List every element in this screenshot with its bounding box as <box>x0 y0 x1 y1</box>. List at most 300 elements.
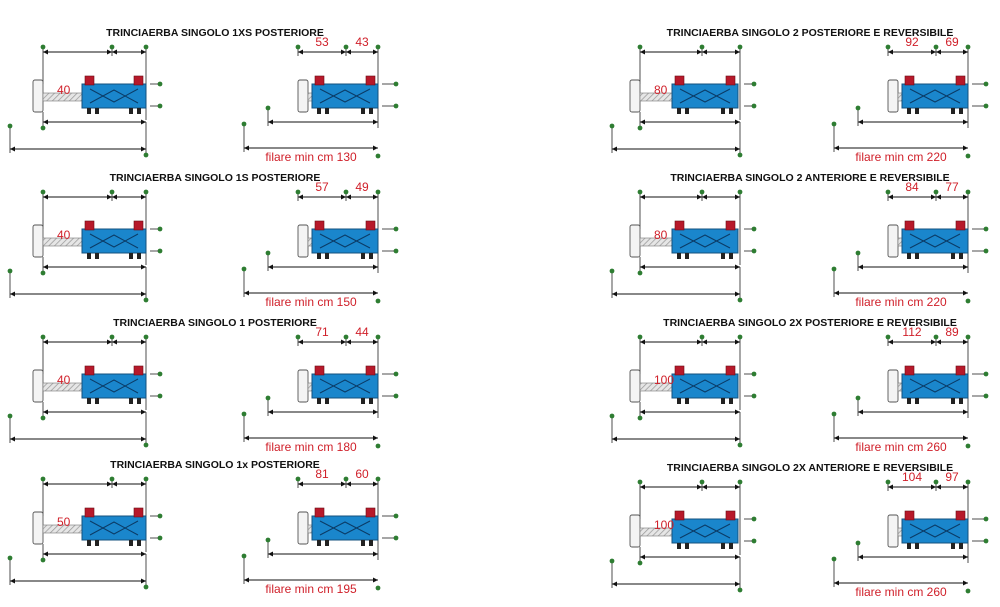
dimension-arrowhead <box>346 340 351 345</box>
measure-point-dot <box>738 298 743 303</box>
mower-machine <box>888 76 968 114</box>
dimension-arrowhead <box>888 485 893 490</box>
measure-point-dot <box>41 271 46 276</box>
dimension-arrowhead <box>107 50 112 55</box>
measure-point-dot <box>856 541 861 546</box>
measure-point-dot <box>966 444 971 449</box>
dimension-arrowhead <box>858 410 863 415</box>
dimension-arrowhead <box>43 195 48 200</box>
offset-label: 80 <box>654 228 668 242</box>
left-dimension-label: 92 <box>905 35 919 49</box>
hydraulic-cylinder-icon <box>956 366 965 375</box>
hydraulic-cylinder-icon <box>315 76 324 85</box>
mower-flap <box>298 370 308 402</box>
measure-point-dot <box>752 227 757 232</box>
measure-point-dot <box>966 480 971 485</box>
filare-min-label: filare min cm 130 <box>265 150 357 164</box>
measure-point-dot <box>266 396 271 401</box>
dimension-arrowhead <box>43 50 48 55</box>
diagram-title: TRINCIAERBA SINGOLO 2 ANTERIORE E REVERSIBILE <box>670 172 950 184</box>
measure-point-dot <box>242 122 247 127</box>
mower-flap <box>33 370 43 402</box>
dimension-arrowhead <box>858 555 863 560</box>
wheel-icon <box>907 543 911 549</box>
wheel-icon <box>325 540 329 546</box>
measure-point-dot <box>41 190 46 195</box>
measure-point-dot <box>376 45 381 50</box>
measure-point-dot <box>144 190 149 195</box>
mower-machine <box>298 76 378 114</box>
measure-point-dot <box>110 190 115 195</box>
hydraulic-cylinder-icon <box>956 511 965 520</box>
measure-point-dot <box>738 153 743 158</box>
wheel-icon <box>685 253 689 259</box>
measure-point-dot <box>752 394 757 399</box>
mower-body <box>82 374 146 398</box>
hydraulic-cylinder-icon <box>85 508 94 517</box>
measure-point-dot <box>738 588 743 593</box>
wheel-icon <box>369 108 373 114</box>
measure-point-dot <box>984 394 989 399</box>
measure-point-dot <box>41 45 46 50</box>
dimension-arrowhead <box>141 265 146 270</box>
wheel-icon <box>959 253 963 259</box>
dimension-arrowhead <box>141 482 146 487</box>
mower-flap <box>298 80 308 112</box>
filare-min-label: filare min cm 260 <box>855 440 947 454</box>
hydraulic-cylinder-icon <box>366 366 375 375</box>
wheel-icon <box>677 543 681 549</box>
measure-point-dot <box>376 299 381 304</box>
mower-machine <box>33 508 146 546</box>
mower-machine <box>630 76 738 114</box>
hydraulic-cylinder-icon <box>675 221 684 230</box>
dimension-arrowhead <box>373 120 378 125</box>
diagram-panel <box>8 459 399 596</box>
mower-body <box>312 516 378 540</box>
measure-point-dot <box>394 536 399 541</box>
measure-point-dot <box>158 227 163 232</box>
measure-point-dot <box>638 45 643 50</box>
dimension-arrowhead <box>373 482 378 487</box>
dimension-arrowhead <box>43 120 48 125</box>
dimension-arrowhead <box>141 437 146 442</box>
dimension-arrowhead <box>735 120 740 125</box>
dimension-arrowhead <box>298 340 303 345</box>
dimension-arrowhead <box>697 195 702 200</box>
dimension-arrowhead <box>373 265 378 270</box>
dimension-arrowhead <box>141 410 146 415</box>
measure-point-dot <box>832 122 837 127</box>
left-dimension-label: 112 <box>902 325 922 339</box>
hydraulic-cylinder-icon <box>726 366 735 375</box>
hydraulic-cylinder-icon <box>134 221 143 230</box>
filare-min-label: filare min cm 220 <box>855 150 947 164</box>
measure-point-dot <box>638 126 643 131</box>
dimension-arrowhead <box>702 195 707 200</box>
offset-label: 50 <box>57 515 71 529</box>
dimension-arrowhead <box>373 578 378 583</box>
offset-label: 100 <box>654 373 675 387</box>
measure-point-dot <box>296 477 301 482</box>
measure-point-dot <box>752 104 757 109</box>
dimension-arrowhead <box>298 482 303 487</box>
measure-point-dot <box>984 372 989 377</box>
dimension-arrowhead <box>112 482 117 487</box>
measure-point-dot <box>376 335 381 340</box>
mower-body <box>902 229 968 253</box>
hydraulic-cylinder-icon <box>134 366 143 375</box>
dimension-arrowhead <box>112 195 117 200</box>
measure-point-dot <box>144 298 149 303</box>
measure-point-dot <box>8 269 13 274</box>
wheel-icon <box>959 543 963 549</box>
wheel-icon <box>361 253 365 259</box>
wheel-icon <box>317 108 321 114</box>
wheel-icon <box>325 253 329 259</box>
right-dimension-label: 43 <box>355 35 369 49</box>
wheel-icon <box>721 398 725 404</box>
measure-point-dot <box>738 190 743 195</box>
dimension-arrowhead <box>43 265 48 270</box>
dimension-arrowhead <box>640 555 645 560</box>
dimension-arrowhead <box>10 579 15 584</box>
dimension-arrowhead <box>268 410 273 415</box>
mower-flap <box>298 512 308 544</box>
dimension-arrowhead <box>341 482 346 487</box>
dimension-arrowhead <box>43 552 48 557</box>
measure-point-dot <box>966 154 971 159</box>
dimension-arrowhead <box>640 50 645 55</box>
measure-point-dot <box>376 154 381 159</box>
diagram-title: TRINCIAERBA SINGOLO 2X ANTERIORE E REVERSIBILE <box>666 462 954 474</box>
measure-point-dot <box>886 480 891 485</box>
mower-flap <box>630 80 640 112</box>
mower-shaft <box>898 93 902 101</box>
mower-body <box>82 229 146 253</box>
wheel-icon <box>951 108 955 114</box>
wheel-icon <box>721 543 725 549</box>
dimension-arrowhead <box>936 50 941 55</box>
dimension-arrowhead <box>640 195 645 200</box>
wheel-icon <box>129 398 133 404</box>
wheel-icon <box>685 543 689 549</box>
dimension-arrowhead <box>834 436 839 441</box>
dimension-arrowhead <box>141 50 146 55</box>
wheel-icon <box>951 543 955 549</box>
hydraulic-cylinder-icon <box>905 366 914 375</box>
dimension-arrowhead <box>43 482 48 487</box>
mower-flap <box>630 370 640 402</box>
measure-point-dot <box>610 124 615 129</box>
hydraulic-cylinder-icon <box>85 76 94 85</box>
filare-min-label: filare min cm 150 <box>265 295 357 309</box>
dimension-arrowhead <box>141 340 146 345</box>
measure-point-dot <box>158 249 163 254</box>
wheel-icon <box>915 253 919 259</box>
dimension-arrowhead <box>735 437 740 442</box>
dimension-arrowhead <box>373 552 378 557</box>
hydraulic-cylinder-icon <box>315 366 324 375</box>
wheel-icon <box>677 108 681 114</box>
measure-point-dot <box>700 190 705 195</box>
dimension-arrowhead <box>888 195 893 200</box>
wheel-icon <box>907 398 911 404</box>
dimension-arrowhead <box>931 485 936 490</box>
wheel-icon <box>369 253 373 259</box>
dimension-arrowhead <box>112 340 117 345</box>
wheel-icon <box>325 108 329 114</box>
dimension-arrowhead <box>244 436 249 441</box>
hydraulic-cylinder-icon <box>956 76 965 85</box>
hydraulic-cylinder-icon <box>134 508 143 517</box>
measure-point-dot <box>110 335 115 340</box>
dimension-arrowhead <box>963 436 968 441</box>
measure-point-dot <box>376 444 381 449</box>
dimension-arrowhead <box>244 291 249 296</box>
diagram-panel <box>8 172 399 309</box>
dimension-arrowhead <box>373 291 378 296</box>
measure-point-dot <box>738 443 743 448</box>
dimension-arrowhead <box>373 50 378 55</box>
measure-point-dot <box>832 267 837 272</box>
hydraulic-cylinder-icon <box>905 511 914 520</box>
wheel-icon <box>369 540 373 546</box>
dimension-arrowhead <box>244 146 249 151</box>
offset-label: 80 <box>654 83 668 97</box>
measure-point-dot <box>984 249 989 254</box>
measure-point-dot <box>296 190 301 195</box>
measure-point-dot <box>344 477 349 482</box>
measure-point-dot <box>296 335 301 340</box>
measure-point-dot <box>934 335 939 340</box>
measure-point-dot <box>738 480 743 485</box>
measure-point-dot <box>144 45 149 50</box>
mower-flap <box>298 225 308 257</box>
measure-point-dot <box>144 477 149 482</box>
mower-body <box>82 84 146 108</box>
diagram-panel <box>610 172 989 309</box>
dimension-arrowhead <box>373 195 378 200</box>
dimension-arrowhead <box>702 50 707 55</box>
measure-point-dot <box>394 249 399 254</box>
dimension-arrowhead <box>735 485 740 490</box>
hydraulic-cylinder-icon <box>134 76 143 85</box>
measure-point-dot <box>752 82 757 87</box>
mower-machine <box>630 366 738 404</box>
dimension-arrowhead <box>697 485 702 490</box>
measure-point-dot <box>886 335 891 340</box>
measure-point-dot <box>832 557 837 562</box>
dimension-arrowhead <box>10 437 15 442</box>
measure-point-dot <box>394 394 399 399</box>
dimension-arrowhead <box>963 146 968 151</box>
dimension-arrowhead <box>936 485 941 490</box>
measure-point-dot <box>638 271 643 276</box>
dimension-arrowhead <box>735 410 740 415</box>
mower-body <box>312 374 378 398</box>
wheel-icon <box>361 540 365 546</box>
measure-point-dot <box>344 335 349 340</box>
dimension-arrowhead <box>268 265 273 270</box>
wheel-icon <box>87 398 91 404</box>
measure-point-dot <box>41 558 46 563</box>
mower-machine <box>33 221 146 259</box>
wheel-icon <box>95 108 99 114</box>
dimension-arrowhead <box>612 147 617 152</box>
measure-point-dot <box>158 372 163 377</box>
hydraulic-cylinder-icon <box>85 221 94 230</box>
dimension-arrowhead <box>702 485 707 490</box>
measure-point-dot <box>966 299 971 304</box>
mower-shaft <box>898 238 902 246</box>
dimension-arrowhead <box>963 410 968 415</box>
dimension-arrowhead <box>244 578 249 583</box>
dimension-arrowhead <box>963 485 968 490</box>
measure-point-dot <box>394 227 399 232</box>
hydraulic-cylinder-icon <box>726 76 735 85</box>
wheel-icon <box>137 540 141 546</box>
wheel-icon <box>907 253 911 259</box>
dimension-arrowhead <box>735 555 740 560</box>
dimension-arrowhead <box>141 195 146 200</box>
mower-shaft <box>308 93 312 101</box>
filare-min-label: filare min cm 195 <box>265 582 357 596</box>
mower-machine <box>298 366 378 404</box>
measure-point-dot <box>934 190 939 195</box>
filare-min-label: filare min cm 260 <box>855 585 947 599</box>
wheel-icon <box>325 398 329 404</box>
wheel-icon <box>915 543 919 549</box>
measure-point-dot <box>110 45 115 50</box>
right-dimension-label: 77 <box>945 180 959 194</box>
dimension-arrowhead <box>107 482 112 487</box>
left-dimension-label: 53 <box>315 35 329 49</box>
mower-shaft <box>308 383 312 391</box>
diagram-title: TRINCIAERBA SINGOLO 1 POSTERIORE <box>113 317 317 329</box>
measure-point-dot <box>344 190 349 195</box>
measure-point-dot <box>610 269 615 274</box>
dimension-arrowhead <box>963 50 968 55</box>
mower-flap <box>630 515 640 547</box>
hydraulic-cylinder-icon <box>366 221 375 230</box>
measure-point-dot <box>752 517 757 522</box>
hydraulic-cylinder-icon <box>905 76 914 85</box>
dimension-arrowhead <box>697 340 702 345</box>
wheel-icon <box>317 540 321 546</box>
measure-point-dot <box>266 251 271 256</box>
wheel-icon <box>87 108 91 114</box>
wheel-icon <box>915 108 919 114</box>
measure-point-dot <box>610 414 615 419</box>
diagram-panel <box>610 317 989 454</box>
hydraulic-cylinder-icon <box>675 511 684 520</box>
mower-body <box>312 229 378 253</box>
right-dimension-label: 44 <box>355 325 369 339</box>
dimension-arrowhead <box>735 265 740 270</box>
dimension-arrowhead <box>931 340 936 345</box>
measure-point-dot <box>638 190 643 195</box>
dimension-arrowhead <box>341 340 346 345</box>
measure-point-dot <box>886 45 891 50</box>
measure-point-dot <box>984 517 989 522</box>
right-dimension-label: 89 <box>945 325 959 339</box>
mower-flap <box>630 225 640 257</box>
wheel-icon <box>137 108 141 114</box>
dimension-arrowhead <box>268 552 273 557</box>
measure-point-dot <box>242 554 247 559</box>
mower-shaft <box>308 238 312 246</box>
wheel-icon <box>729 398 733 404</box>
dimension-arrowhead <box>640 120 645 125</box>
dimension-arrowhead <box>373 146 378 151</box>
dimension-arrowhead <box>43 410 48 415</box>
dimension-arrowhead <box>702 340 707 345</box>
diagram-title: TRINCIAERBA SINGOLO 1XS POSTERIORE <box>106 27 324 39</box>
dimension-arrowhead <box>858 120 863 125</box>
dimension-arrowhead <box>735 195 740 200</box>
right-dimension-label: 49 <box>355 180 369 194</box>
measure-point-dot <box>984 104 989 109</box>
measure-point-dot <box>934 45 939 50</box>
wheel-icon <box>317 398 321 404</box>
dimension-arrowhead <box>373 436 378 441</box>
measure-point-dot <box>376 190 381 195</box>
dimension-arrowhead <box>735 50 740 55</box>
measure-point-dot <box>966 45 971 50</box>
dimension-arrowhead <box>834 581 839 586</box>
dimension-arrowhead <box>931 195 936 200</box>
diagram-title: TRINCIAERBA SINGOLO 2X POSTERIORE E REVERSIBILE <box>663 317 957 329</box>
dimension-arrowhead <box>341 50 346 55</box>
wheel-icon <box>951 398 955 404</box>
dimension-arrowhead <box>735 147 740 152</box>
dimension-arrowhead <box>373 340 378 345</box>
mower-body <box>672 374 738 398</box>
mower-machine <box>888 366 968 404</box>
dimension-arrowhead <box>141 552 146 557</box>
measure-point-dot <box>394 372 399 377</box>
dimension-arrowhead <box>640 485 645 490</box>
measure-point-dot <box>158 394 163 399</box>
dimension-arrowhead <box>141 147 146 152</box>
measure-point-dot <box>752 249 757 254</box>
measure-point-dot <box>158 514 163 519</box>
measure-point-dot <box>984 227 989 232</box>
wheel-icon <box>129 253 133 259</box>
left-dimension-label: 57 <box>315 180 329 194</box>
dimension-arrowhead <box>834 146 839 151</box>
filare-min-label: filare min cm 220 <box>855 295 947 309</box>
wheel-icon <box>729 253 733 259</box>
dimension-arrowhead <box>141 292 146 297</box>
measure-point-dot <box>41 416 46 421</box>
hydraulic-cylinder-icon <box>315 508 324 517</box>
mower-body <box>902 519 968 543</box>
mower-body <box>312 84 378 108</box>
dimension-arrowhead <box>936 340 941 345</box>
wheel-icon <box>915 398 919 404</box>
left-dimension-label: 81 <box>315 467 329 481</box>
mower-flap <box>33 80 43 112</box>
dimension-arrowhead <box>640 410 645 415</box>
dimension-arrowhead <box>43 340 48 345</box>
measure-point-dot <box>394 514 399 519</box>
wheel-icon <box>677 398 681 404</box>
measure-point-dot <box>984 82 989 87</box>
dimension-arrowhead <box>963 265 968 270</box>
wheel-icon <box>721 108 725 114</box>
